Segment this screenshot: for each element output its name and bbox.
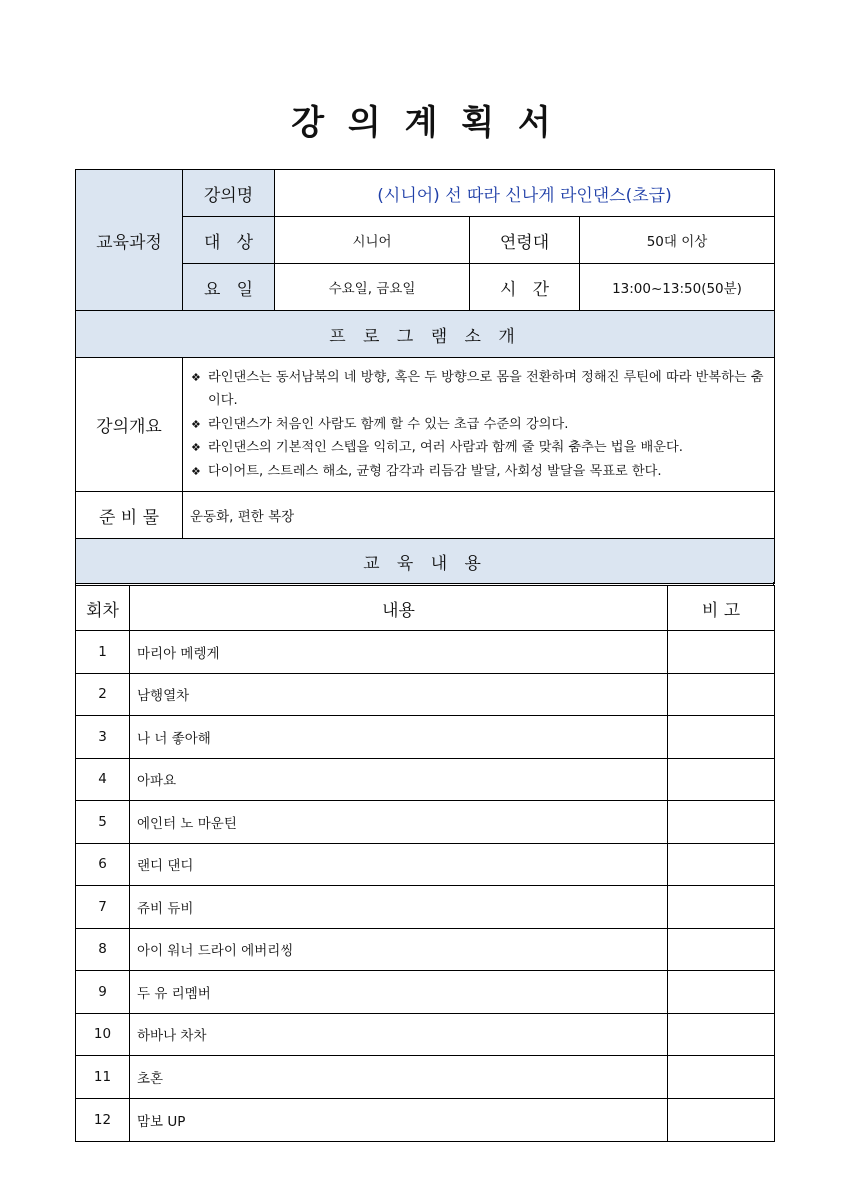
session-number: 4 (76, 758, 130, 801)
session-content: 마리아 메렝게 (130, 631, 668, 674)
course-info-table (75, 169, 775, 584)
session-note (668, 758, 775, 801)
session-content: 나 너 좋아해 (130, 716, 668, 759)
session-number: 8 (76, 928, 130, 971)
session-note (668, 801, 775, 844)
lecture-name: (시니어) 선 따라 신나게 라인댄스(초급) (275, 170, 775, 217)
session-content: 아이 워너 드라이 에버리씽 (130, 928, 668, 971)
table-row (76, 1013, 775, 1056)
session-content: 에인터 노 마운틴 (130, 801, 668, 844)
overview-content (183, 358, 775, 492)
target-value: 시니어 (275, 217, 470, 264)
session-number: 10 (76, 1013, 130, 1056)
session-number: 6 (76, 843, 130, 886)
table-row (76, 801, 775, 844)
content-header: 내용 (130, 586, 668, 631)
prep-value: 운동화, 편한 복장 (183, 492, 775, 539)
prep-label: 준 비 물 (76, 492, 183, 539)
table-row (76, 971, 775, 1014)
diamond-bullet-icon: ❖ (191, 441, 201, 455)
session-number: 1 (76, 631, 130, 674)
session-content: 하바나 차차 (130, 1013, 668, 1056)
table-row (76, 758, 775, 801)
table-row (76, 1098, 775, 1141)
session-number: 9 (76, 971, 130, 1014)
session-number: 5 (76, 801, 130, 844)
age-label: 연령대 (470, 217, 580, 264)
table-row (76, 843, 775, 886)
diamond-bullet-icon: ❖ (191, 370, 201, 384)
session-content: 쥬비 듀비 (130, 886, 668, 929)
session-content: 맘보 UP (130, 1098, 668, 1141)
session-number: 7 (76, 886, 130, 929)
session-note (668, 928, 775, 971)
session-number: 2 (76, 673, 130, 716)
course-label: 교육과정 (76, 170, 183, 311)
session-content: 남행열차 (130, 673, 668, 716)
table-row (76, 886, 775, 929)
table-row (76, 716, 775, 759)
session-content: 랜디 댄디 (130, 843, 668, 886)
overview-item: ❖ 라인댄스의 기본적인 스텝을 익히고, 여러 사람과 함께 줄 맞춰 춤추는 법을 배운다. (191, 436, 766, 460)
session-number: 11 (76, 1056, 130, 1099)
day-label: 요 일 (183, 264, 275, 311)
day-value: 수요일, 금요일 (275, 264, 470, 311)
table-row (76, 1056, 775, 1099)
session-number: 3 (76, 716, 130, 759)
time-value: 13:00~13:50(50분) (580, 264, 775, 311)
target-label: 대 상 (183, 217, 275, 264)
overview-item: ❖ 라인댄스가 처음인 사람도 함께 할 수 있는 초급 수준의 강의다. (191, 413, 766, 437)
session-note (668, 843, 775, 886)
session-note (668, 1056, 775, 1099)
time-label: 시 간 (470, 264, 580, 311)
table-row (76, 673, 775, 716)
overview-label: 강의개요 (76, 358, 183, 492)
session-header: 회차 (76, 586, 130, 631)
note-header: 비 고 (668, 586, 775, 631)
diamond-bullet-icon: ❖ (191, 464, 201, 478)
education-table (75, 585, 775, 1142)
table-row (76, 631, 775, 674)
session-content: 아파요 (130, 758, 668, 801)
session-note (668, 971, 775, 1014)
session-note (668, 631, 775, 674)
session-note (668, 1013, 775, 1056)
overview-item: ❖ 라인댄스는 동서남북의 네 방향, 혹은 두 방향으로 몸을 전환하며 정해진 루틴에 따라 반복하는 춤이다. (191, 366, 766, 413)
age-value: 50대 이상 (580, 217, 775, 264)
document-title: 강 의 계 획 서 (291, 103, 557, 143)
table-row (76, 928, 775, 971)
session-note (668, 886, 775, 929)
lecture-name-label: 강의명 (183, 170, 275, 217)
session-content: 두 유 리멤버 (130, 971, 668, 1014)
session-note (668, 1098, 775, 1141)
overview-item: ❖ 다이어트, 스트레스 해소, 균형 감각과 리듬감 발달, 사회성 발달을 목표로 한다. (191, 460, 766, 484)
session-number: 12 (76, 1098, 130, 1141)
education-heading: 교 육 내 용 (76, 539, 775, 584)
diamond-bullet-icon: ❖ (191, 417, 201, 431)
session-content: 초혼 (130, 1056, 668, 1099)
program-heading: 프 로 그 램 소 개 (76, 311, 775, 358)
session-note (668, 716, 775, 759)
session-note (668, 673, 775, 716)
